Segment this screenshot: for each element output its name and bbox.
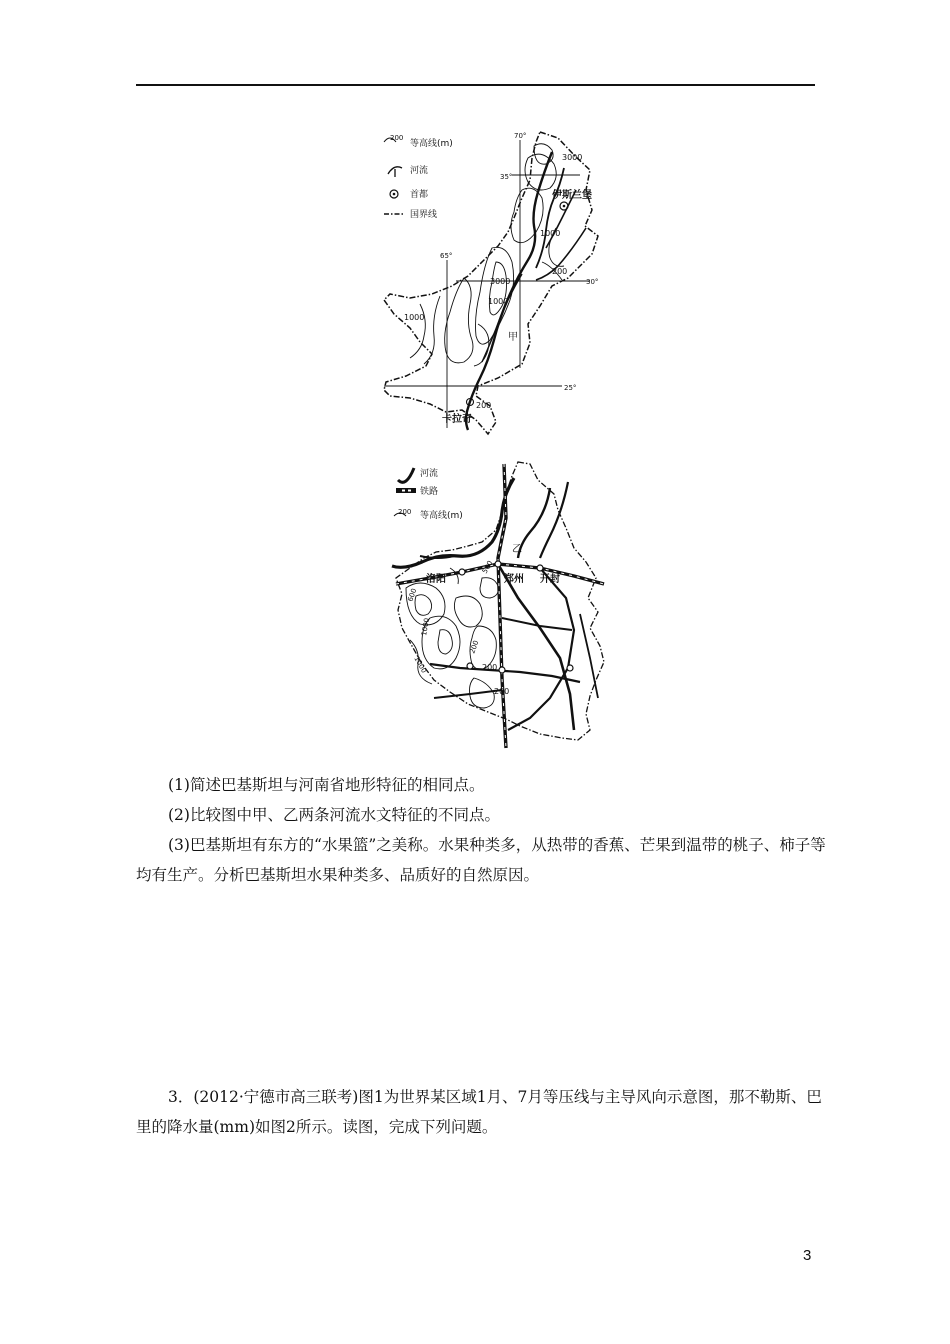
question-1: (1)简述巴基斯坦与河南省地形特征的相同点。 <box>168 776 485 794</box>
railway-icon <box>396 488 416 493</box>
contour-200-a: 200 <box>468 639 481 655</box>
contour-500: 500 <box>480 559 495 575</box>
river-icon <box>398 468 414 482</box>
islamabad-label: 伊斯兰堡 <box>552 190 592 201</box>
contour-200-south: 200 <box>476 401 492 410</box>
legend-border-label: 国界线 <box>410 210 438 220</box>
contour-3000-top: 3000 <box>562 153 583 162</box>
header-rule <box>136 84 815 86</box>
contour-1000-west: 1000 <box>404 313 425 322</box>
contour-3000-mid: 3000 <box>490 277 511 286</box>
contour-1000-a: 1000 <box>540 229 561 238</box>
lat-25-label: 25° <box>564 384 577 392</box>
contour-200-c: 200 <box>494 687 510 696</box>
yi-label: 乙 <box>512 544 522 555</box>
contour-1000-b: 1000 <box>412 655 429 675</box>
river-icon <box>388 167 402 177</box>
question-2: (2)比较图中甲、乙两条河流水文特征的不同点。 <box>168 806 500 824</box>
zhengzhou-label: 郑州 <box>504 574 524 585</box>
lat-35-label: 35° <box>500 173 513 181</box>
contour-200-a: 200 <box>552 267 568 276</box>
problem-3-stem: 3．(2012·宁德市高三联考)图1为世界某区域1月、7月等压线与主导风向示意图，那不勒斯、巴里的降水量(mm)如图2所示。读图，完成下列问题。 <box>136 1088 822 1136</box>
legend-contour-label: 等高线(m) <box>420 511 463 521</box>
legend-contour-value: 200 <box>390 134 404 142</box>
lon-70-label: 70° <box>514 132 527 140</box>
lon-65-label: 65° <box>440 252 453 260</box>
legend-contour-label: 等高线(m) <box>410 139 453 149</box>
question-3: (3)巴基斯坦有东方的“水果篮”之美称。水果种类多，从热带的香蕉、芒果到温带的桃子、柿子等均有生产。分析巴基斯坦水果种类多、品质好的自然原因。 <box>136 836 826 884</box>
legend-river-label: 河流 <box>410 166 429 176</box>
legend-capital-label: 首都 <box>410 190 429 200</box>
luoyang-label: 洛阳 <box>426 574 446 585</box>
legend-river-label: 河流 <box>420 469 439 479</box>
page-number: 3 <box>803 1247 812 1264</box>
contour-1000-a: 1000 <box>420 617 432 637</box>
contour-600-a: 600 <box>406 587 419 603</box>
contour-1000-b: 1000 <box>488 297 509 306</box>
legend-railway-label: 铁路 <box>420 487 439 497</box>
pakistan-map <box>380 128 600 446</box>
karachi-label: 卡拉奇 <box>442 414 472 425</box>
jia-label: 甲 <box>508 332 518 343</box>
lat-30-label: 30° <box>586 278 599 286</box>
legend-contour-value: 200 <box>398 508 412 516</box>
contour-200-b: 200 <box>482 663 498 672</box>
kaifeng-label: 开封 <box>540 574 560 585</box>
henan-map <box>390 458 606 750</box>
